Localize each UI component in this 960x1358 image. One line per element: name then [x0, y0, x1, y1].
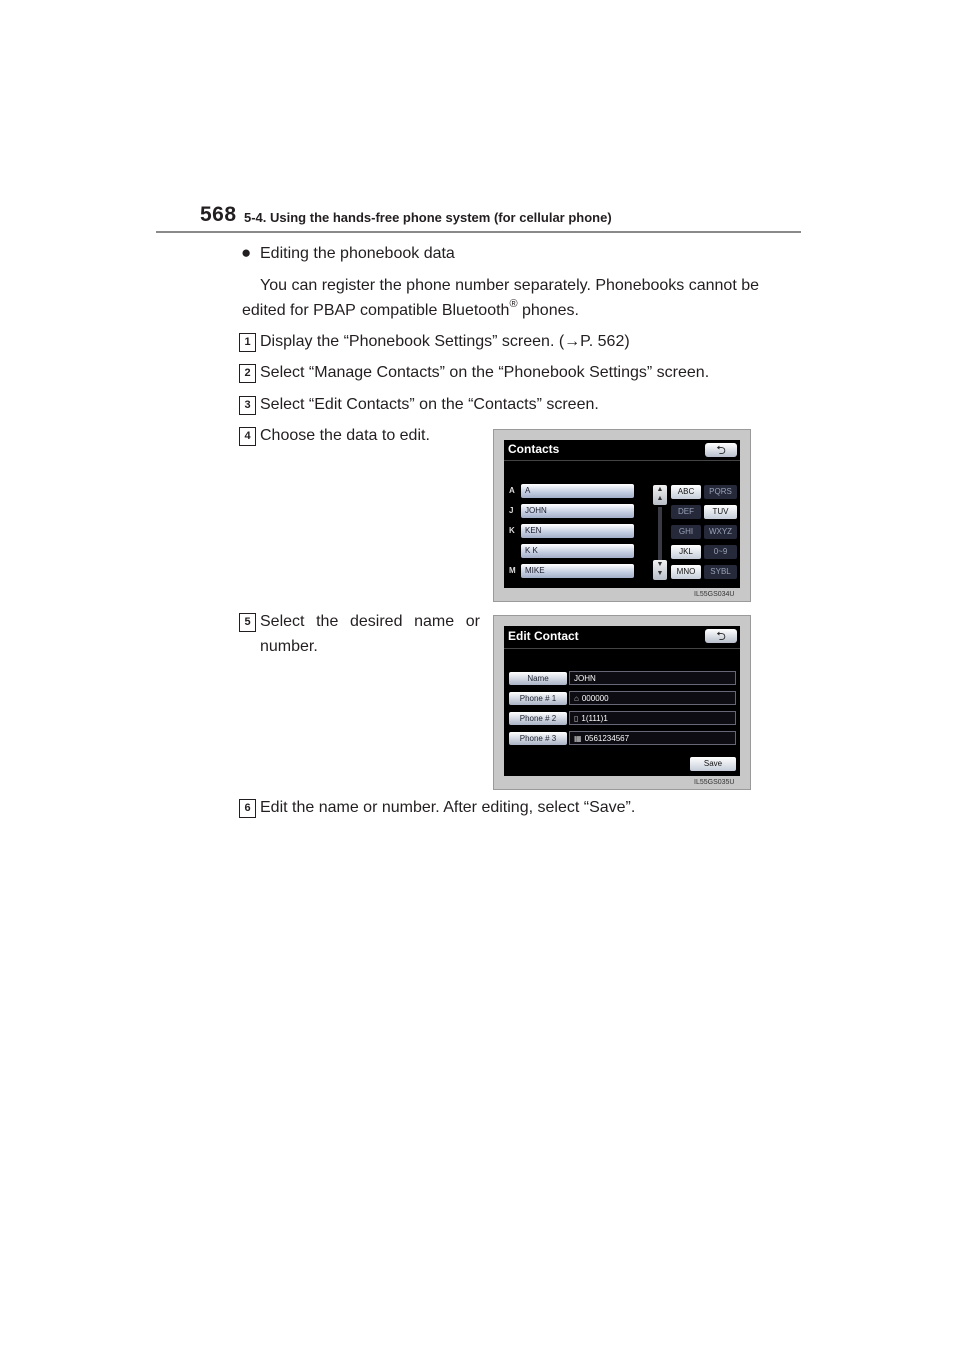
contact-row[interactable]: JOHN: [521, 504, 634, 518]
step-number-3: 3: [239, 396, 256, 415]
phone-2-value: 1(111)1: [581, 714, 608, 723]
scroll-up-button[interactable]: [653, 485, 667, 505]
index-letter-k: K: [509, 526, 515, 535]
save-button[interactable]: Save: [690, 757, 736, 771]
title-divider: [504, 460, 740, 461]
registered-mark: ®: [509, 297, 518, 310]
key-pqrs[interactable]: PQRS: [704, 485, 737, 499]
step-text-5b: number.: [260, 638, 318, 655]
scroll-down-arrow-icon: ▼: [656, 561, 664, 568]
image-code: IL55GS035U: [694, 779, 735, 786]
page-number: 568: [200, 203, 237, 226]
intro-line-2a: edited for PBAP compatible Bluetooth: [242, 302, 510, 319]
phone-2-field[interactable]: [569, 711, 736, 725]
edit-contact-display: [504, 626, 740, 776]
phone-3-value: 0561234567: [584, 734, 630, 743]
step-text-2: Select “Manage Contacts” on the “Phonebook Settings” screen.: [260, 364, 710, 381]
image-code: IL55GS034U: [694, 591, 735, 598]
scroll-down-arrow-icon: ▼: [656, 570, 664, 577]
contact-row[interactable]: MIKE: [521, 564, 634, 578]
header-rule: [156, 231, 801, 233]
phone-1-value: 000000: [581, 694, 609, 703]
step-number-5: 5: [239, 613, 256, 632]
contacts-screenshot: [493, 429, 751, 602]
phone-3-field[interactable]: [569, 731, 736, 745]
step-text-1: Display the “Phonebook Settings” screen. (→P. 562): [260, 333, 630, 350]
section-heading: Editing the phonebook data: [260, 245, 455, 262]
step-text-6: Edit the name or number. After editing, select “Save”.: [260, 799, 636, 816]
key-sybl[interactable]: SYBL: [704, 565, 737, 579]
back-arrow-icon[interactable]: ⮌: [705, 629, 737, 643]
key-mno[interactable]: MNO: [671, 565, 701, 579]
key-tuv[interactable]: TUV: [704, 505, 737, 519]
step-text-4: Choose the data to edit.: [260, 427, 430, 444]
index-letter-a: A: [509, 486, 515, 495]
intro-line-2b: phones.: [517, 302, 579, 319]
step-number-6: 6: [239, 799, 256, 818]
step-text-5a: Select the desired name or: [260, 613, 480, 630]
contacts-display: [504, 440, 740, 588]
scroll-up-arrow-icon: ▲: [656, 495, 664, 502]
key-abc[interactable]: ABC: [671, 485, 701, 499]
index-letter-j: J: [509, 506, 514, 515]
title-divider: [504, 648, 740, 649]
bullet-symbol: ●: [241, 243, 252, 262]
key-0-9[interactable]: 0~9: [704, 545, 737, 559]
home-phone-icon: ⌂: [574, 694, 579, 703]
name-label: Name: [509, 672, 567, 685]
key-def[interactable]: DEF: [671, 505, 701, 519]
office-phone-icon: ▦: [574, 734, 582, 743]
scroll-track[interactable]: [658, 507, 662, 561]
step-number-2: 2: [239, 364, 256, 383]
intro-line-2: [242, 297, 579, 322]
phone-3-label: Phone # 3: [509, 732, 567, 745]
scroll-down-button[interactable]: [653, 560, 667, 580]
step-number-1: 1: [239, 333, 256, 352]
key-ghi[interactable]: GHI: [671, 525, 701, 539]
edit-contact-title: Edit Contact: [508, 629, 579, 643]
contact-row[interactable]: KEN: [521, 524, 634, 538]
section-title: 5-4. Using the hands-free phone system (for cellular phone): [244, 210, 612, 225]
key-jkl[interactable]: JKL: [671, 545, 701, 559]
edit-contact-screenshot: [493, 615, 751, 790]
back-arrow-icon[interactable]: ⮌: [705, 443, 737, 457]
phone-2-label: Phone # 2: [509, 712, 567, 725]
contact-row[interactable]: A: [521, 484, 634, 498]
intro-line-1: You can register the phone number separately. Phonebooks cannot be: [260, 277, 760, 294]
phone-1-field[interactable]: [569, 691, 736, 705]
contacts-title: Contacts: [508, 442, 560, 456]
contact-row[interactable]: K K: [521, 544, 634, 558]
mobile-phone-icon: ▯: [574, 714, 579, 723]
index-letter-m: M: [509, 566, 516, 575]
step-number-4: 4: [239, 427, 256, 446]
phone-1-label: Phone # 1: [509, 692, 567, 705]
scroll-up-arrow-icon: ▲: [656, 486, 664, 493]
key-wxyz[interactable]: WXYZ: [704, 525, 737, 539]
name-field[interactable]: [569, 671, 736, 685]
step-text-3: Select “Edit Contacts” on the “Contacts” screen.: [260, 396, 599, 413]
name-value: JOHN: [574, 674, 596, 683]
